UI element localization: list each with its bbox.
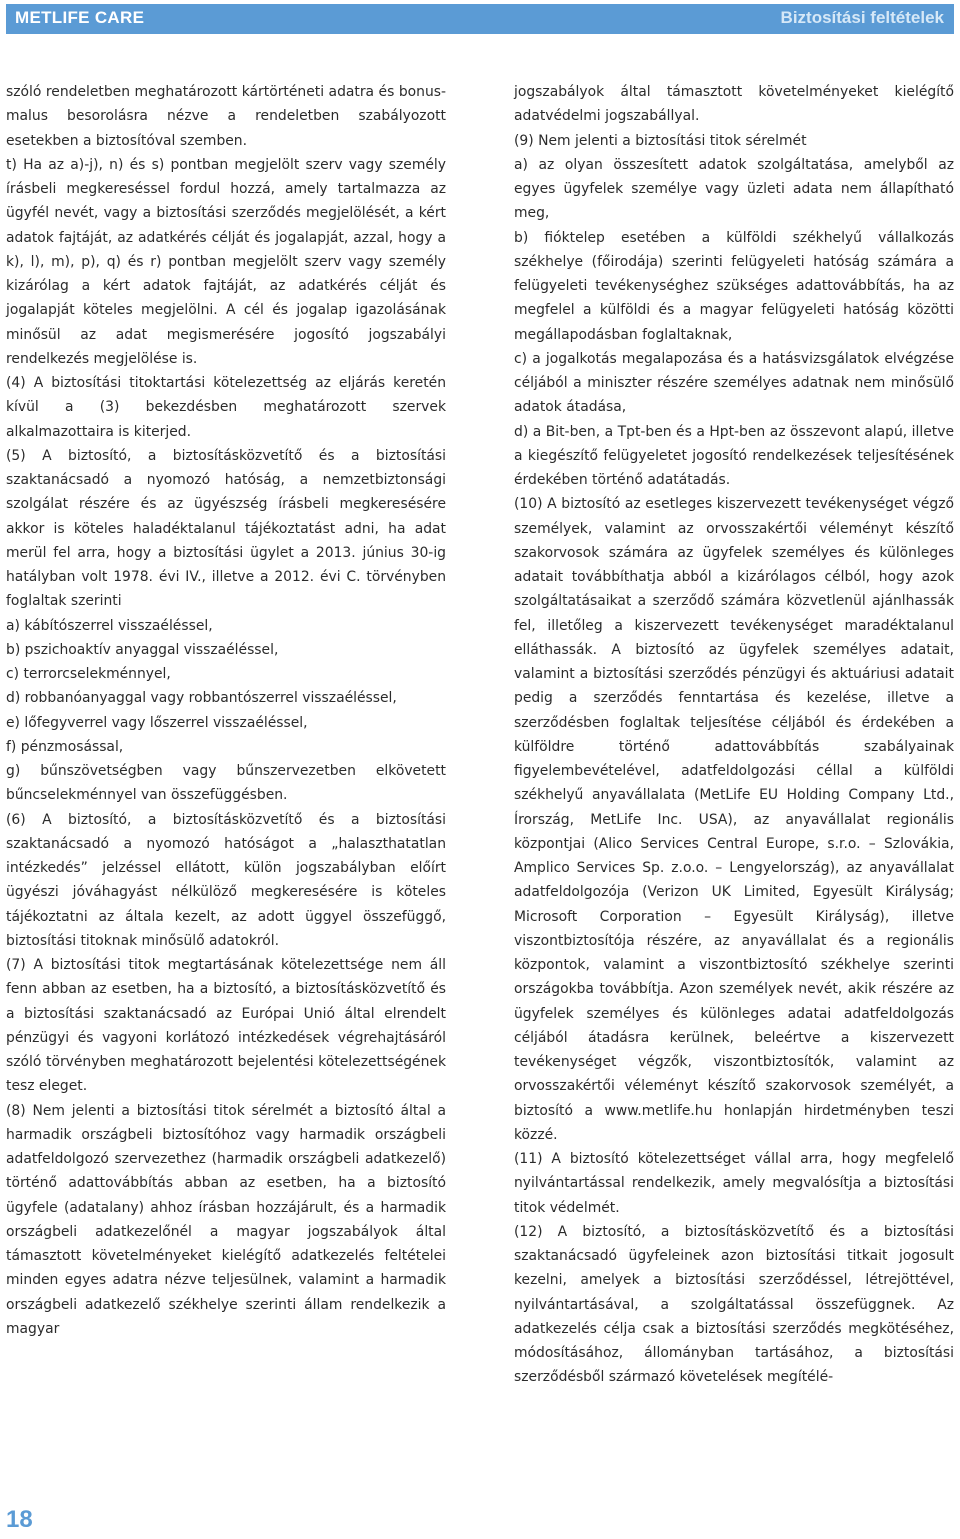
page-number: 18 — [6, 1506, 33, 1533]
paragraph: szóló rendeletben meghatározott kártörténeti adatra és bonus-malus besorolásra nézve a rendeletben szabályozott esetekben a biztosítóval szemben. — [6, 84, 446, 149]
list-item: c) a jogalkotás megalapozása és a hatásvizsgálatok elvégzése céljából a miniszter részére személyes adatnak nem minősülő adatok átadása, — [514, 350, 954, 416]
paragraph: (7) A biztosítási titok megtartásának kötelezettsége nem áll fenn abban az esetben, ha a biztosító, a biztosításközvetítő és a biztosítási szaktanácsadó az Európai Unió által elrendelt pénzügyi és vagyoni korlátozó intézkedések végrehajtásáról szóló törvényben meghatározott bejelentési kötelezettségének tesz eleget. — [6, 957, 446, 1095]
list-item: g) bűnszövetségben vagy bűnszervezetben elkövetett bűncselekménnyel van összefüggésben. — [6, 763, 446, 804]
paragraph: (6) A biztosító, a biztosításközvetítő és a biztosítási szaktanácsadó a nyomozó hatóságot a „halaszthatatlan intézkedés” jelzéssel ellátott, külön jogszabályban előírt ügyészi jóváhagyást nélkülöző megkeresésére is köteles tájékoztatni az általa kezelt, az adott üggyel összefüggő, biztosítási titoknak minősülő adatokról. — [6, 811, 446, 949]
right-column — [514, 80, 954, 1390]
paragraph: jogszabályok által támasztott követelményeket kielégítő adatvédelmi jogszabállyal. — [514, 84, 954, 125]
paragraph: (5) A biztosító, a biztosításközvetítő és a biztosítási szaktanácsadó a nyomozó hatóság, a nemzetbiztonsági szolgálat részére és az ügyészség írásbeli megkeresésére akkor is köteles haladéktalanul tájékoztatást adni, ha adat merül fel arra, hogy a biztosítási ügylet a 2013. június 30-ig hatályban volt 1978. évi IV., illetve a 2012. évi C. törvényben foglaltak szerinti — [6, 447, 446, 610]
paragraph: (12) A biztosító, a biztosításközvetítő és a biztosítási szaktanácsadó ügyfeleinek azon biztosítási titkait jogosult kezelni, amelyek a biztosítási szerződéssel, létrejöttével, nyilvántartásával, a szolgáltatással összefüggnek. Az adatkezelés célja csak a biztosítási szerződés megkötéséhez, módosításához, állományban tartásához, a biztosítási szerződésből származó követelések megítélé- — [514, 1223, 954, 1386]
paragraph: (4) A biztosítási titoktartási kötelezettség az eljárás keretén kívül a (3) bekezdésben meghatározott szervek alkalmazottaira is kiterjed. — [6, 375, 446, 440]
list-item: a) az olyan összesített adatok szolgáltatása, amelyből az egyes ügyfelek személye vagy üzleti adata nem állapítható meg, — [514, 156, 954, 222]
paragraph: (8) Nem jelenti a biztosítási titok sérelmét a biztosító által a harmadik országbeli biztosítóhoz vagy harmadik országbeli adatfeldolgozó szervezethez (harmadik országbeli adatkezelő) történő adattovábbítás abban az esetben, ha a biztosító ügyfele (adatalany) ahhoz írásban hozzájárult, és a harmadik országbeli adatkezelőnél a magyar jogszabályok által támasztott követelményeket kielégítő adatkezelés feltételei minden egyes adatra nézve teljesülnek, valamint a harmadik országbeli adatkezelő székhelye szerinti állam rendelkezik a magyar — [6, 1102, 446, 1337]
paragraph: t) Ha az a)-j), n) és s) pontban megjelölt szerv vagy személy írásbeli megkereséssel fordul hozzá, amely tartalmazza az ügyfél nevét, vagy a biztosítási szerződés megjelölését, a kért adatok fajtáját, az adatkérés célját és jogalapját, azzal, hogy a k), l), m), p), q) és r) pontban megjelölt szerv vagy személy kizárólag a kért adatok fajtáját, az adatkérés célját és jogalapját köteles megjelölni. A cél és jogalap igazolásának minősül az adat megismerésére jogosító jogszabályi rendelkezés megjelölése is. — [6, 156, 446, 367]
paragraph: (9) Nem jelenti a biztosítási titok sérelmét — [514, 132, 807, 149]
list-item: c) terrorcselekménnyel, — [6, 666, 171, 682]
list-item: d) robbanóanyaggal vagy robbantószerrel visszaéléssel, — [6, 690, 397, 707]
header-bar — [6, 4, 954, 34]
list-item: a) kábítószerrel visszaéléssel, — [6, 617, 213, 634]
list-item: b) fióktelep esetében a külföldi székhelyű vállalkozás székhelye (főirodája) szerinti felügyeleti hatóság számára a felügyeleti tevékenységhez szükséges adattovábbítás, ha az megfelel a külföldi és a magyar felügyeleti hatóság közötti megállapodásban foglaltaknak, — [514, 229, 954, 343]
list-item: e) lőfegyverrel vagy lőszerrel visszaéléssel, — [6, 714, 308, 731]
section-title: Biztosítási feltételek — [780, 8, 944, 27]
list-item: f) pénzmosással, — [6, 738, 124, 755]
brand-title: METLIFE CARE — [15, 8, 145, 27]
list-item: d) a Bit-ben, a Tpt-ben és a Hpt-ben az összevont alapú, illetve a kiegészítő felügyeletet jogosító rendelkezések teljesítésének érdekében történő adatátadás. — [514, 423, 954, 488]
left-column — [6, 80, 446, 1341]
list-item: b) pszichoaktív anyaggal visszaéléssel, — [6, 641, 279, 658]
paragraph: (10) A biztosító az esetleges kiszervezett tevékenységet végző személyek, valamint az orvosszakértői véleményt készítő szakorvosok számára az ügyfelek személyes és különleges adatait továbbíthatja abból a kizárólagos célból, hogy azok szolgáltatásaikat a szerződő számára közvetlenül ajánlhassák fel, illetőleg a kiszervezett tevékenységet maradéktalanul elláthassák. A biztosító az ügyfelek személyes adatait, valamint a biztosítási szerződés pénzügyi és aktuáriusi adatait pedig a szerződés fenntartása és kezelése, illetve a szerződésben foglaltak teljesítése céljából és érdekében a külföldre történő adattovábbítás szabályainak figyelembevételével, adatfeldolgozási céllal a külföldi székhelyű anyavállalata (MetLife EU Holding Company Ltd., Írország, MetLife Inc. USA), az anyavállalat regionális központjai (Alico Services Central Europe, s.r.o. – Szlovákia, Amplico Services Sp. z.o.o. – Lengyelország), az anyavállalat adatfeldolgozója (Verizon UK Limited, Egyesült Királyság; Microsoft Corporation – Egyesült Királyság), illetve viszontbiztosítója részére, az anyavállalat és a regionális központok, valamint a viszontbiztosító székhelye szerinti országokba továbbítja. Azon személyek nevét, akik részére az ügyfelek személyes és különleges adatai adatfeldolgozás céljából átadásra kerülnek, beleértve a kiszervezett tevékenységet végzők, viszontbiztosítók, valamint az orvosszakértői véleményt készítő szakorvosok személyét, a biztosító a www.metlife.hu honlapján hirdetményben teszi közzé. — [514, 496, 954, 1143]
paragraph: (11) A biztosító kötelezettséget vállal arra, hogy megfelelő nyilvántartással rendelkezik, amely megvalósítja a biztosítási titok védelmét. — [514, 1151, 954, 1216]
